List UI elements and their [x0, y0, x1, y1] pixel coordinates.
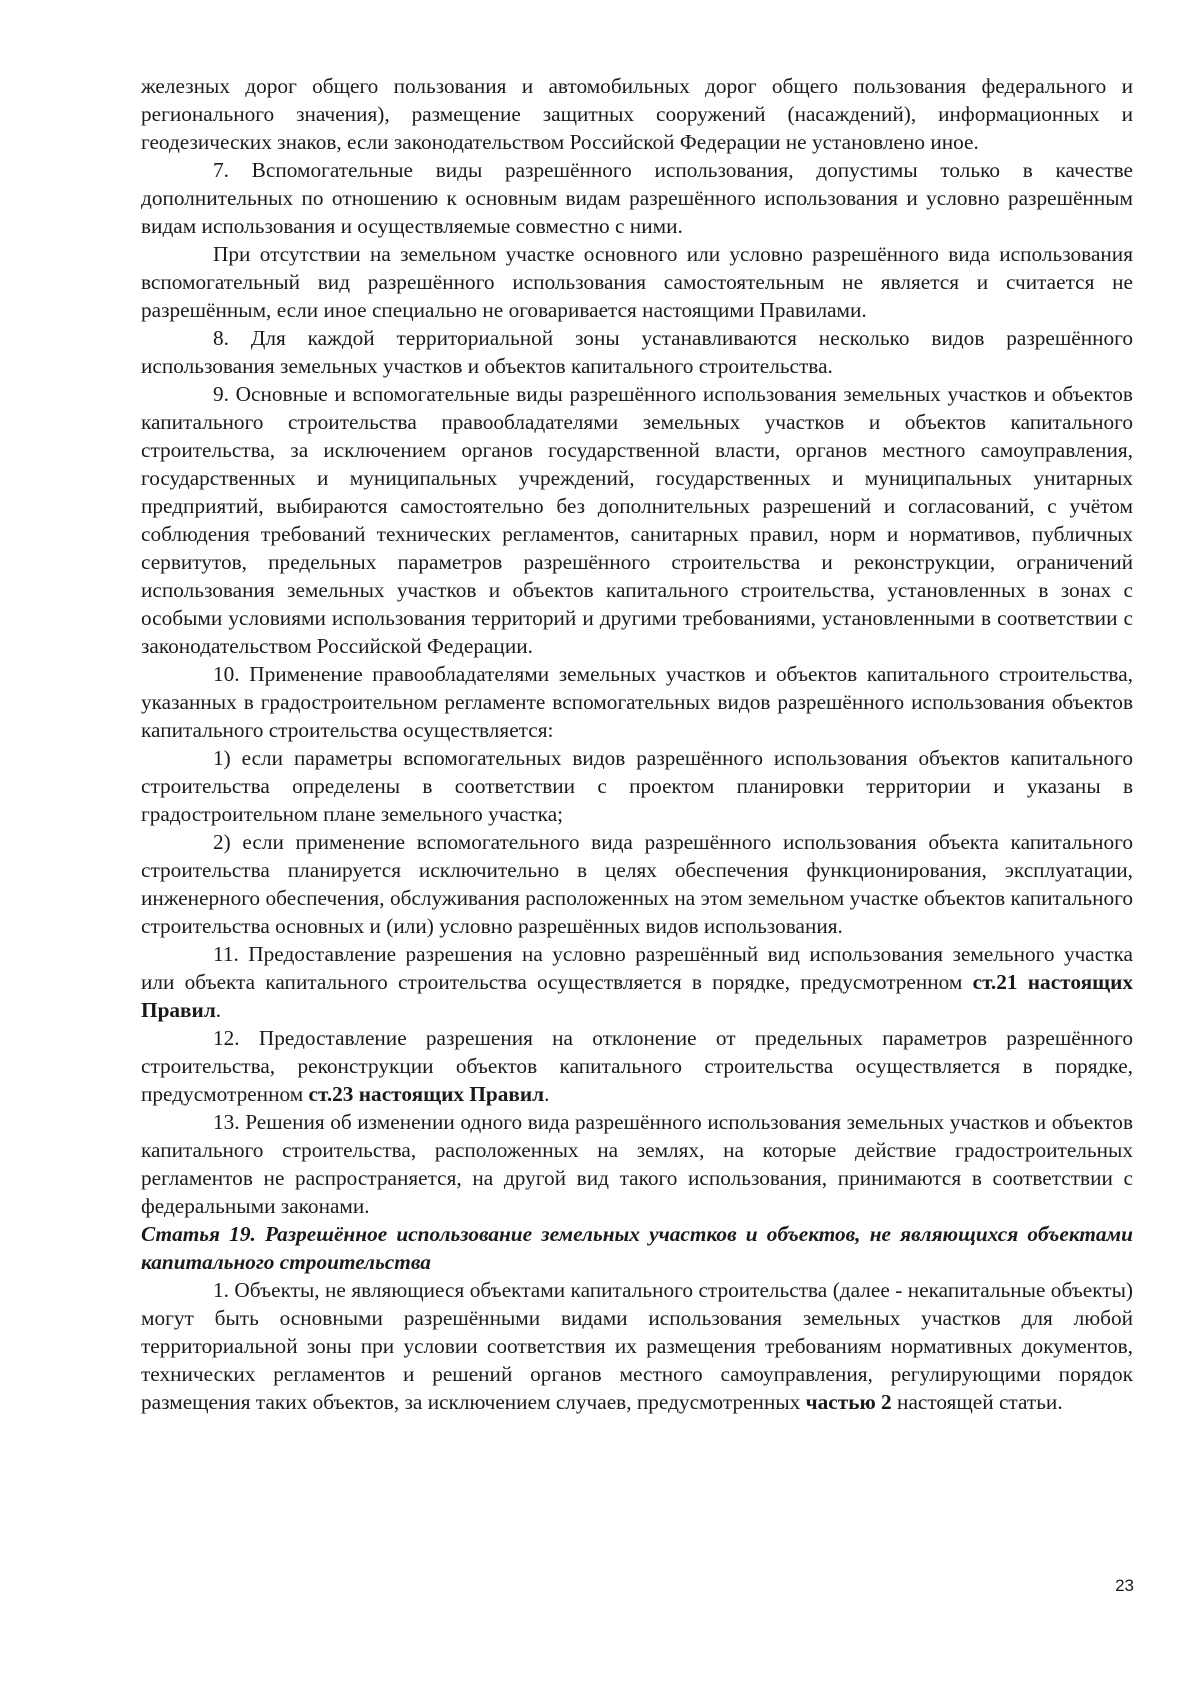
document-page	[141, 72, 1133, 1416]
article-19-heading: Статья 19. Разрешённое использование земельных участков и объектов, не являющихся объектами капитального строительства	[141, 1222, 1133, 1274]
paragraph-10-item-1: 1) если параметры вспомогательных видов разрешённого использования объектов капитального строительства определены в соответствии с проектом планировки территории и указаны в градостроительном плане земельного участка;	[141, 746, 1133, 826]
article-19-paragraph-1	[141, 1276, 1133, 1416]
paragraph-12-reference: ст.23 настоящих Правил	[308, 1082, 545, 1106]
paragraph-11-text: 11. Предоставление разрешения на условно разрешённый вид использования земельного участка или объекта капитального строительства осуществляется в порядке, предусмотренном	[141, 942, 1133, 994]
paragraph-12-end: .	[544, 1082, 550, 1106]
paragraph-8: 8. Для каждой территориальной зоны устанавливаются несколько видов разрешённого использования земельных участков и объектов капитального строительства.	[141, 326, 1133, 378]
paragraph-9: 9. Основные и вспомогательные виды разрешённого использования земельных участков и объектов капитального строительства правообладателями земельных участков и объектов капитального строительства, за исключением органов государственной власти, органов местного самоуправления, государственных и муниципальных учреждений, государственных и муниципальных унитарных предприятий, выбираются самостоятельно без дополнительных разрешений и согласований, с учётом соблюдения требований технических регламентов, санитарных правил, норм и нормативов, публичных сервитутов, предельных параметров разрешённого строительства и реконструкции, ограничений использования земельных участков и объектов капитального строительства, установленных в зонах с особыми условиями использования территорий и другими требованиями, установленными в соответствии с законодательством Российской Федерации.	[141, 382, 1133, 658]
paragraph-11	[141, 940, 1133, 1024]
paragraph-7: 7. Вспомогательные виды разрешённого использования, допустимы только в качестве дополнительных по отношению к основным видам разрешённого использования и условно разрешённым видам использования и осуществляемые совместно с ними.	[141, 158, 1133, 238]
paragraph-11-reference: ст.21 настоящих Правил	[141, 970, 1133, 1022]
paragraph-12	[141, 1024, 1133, 1108]
paragraph-continuation: железных дорог общего пользования и автомобильных дорог общего пользования федерального и регионального значения), размещение защитных сооружений (насаждений), информационных и геодезических знаков, если законодательством Российской Федерации не установлено иное.	[141, 74, 1133, 154]
article-19-paragraph-1-end: настоящей статьи.	[891, 1390, 1063, 1414]
paragraph-10-item-2: 2) если применение вспомогательного вида разрешённого использования объекта капитального строительства планируется исключительно в целях обеспечения функционирования, эксплуатации, инженерного обеспечения, обслуживания расположенных на этом земельном участке объектов капитального строительства основных и (или) условно разрешённых видов использования.	[141, 830, 1133, 938]
paragraph-13: 13. Решения об изменении одного вида разрешённого использования земельных участков и объектов капитального строительства, расположенных на землях, на которые действие градостроительных регламентов не распространяется, на другой вид такого использования, принимаются в соответствии с федеральными законами.	[141, 1110, 1133, 1218]
article-19-paragraph-1-reference: частью 2	[805, 1390, 892, 1414]
page-number: 23	[1115, 1576, 1134, 1595]
paragraph-7-note: При отсутствии на земельном участке основного или условно разрешённого вида использования вспомогательный вид разрешённого использования самостоятельным не является и считается не разрешённым, если иное специально не оговаривается настоящими Правилами.	[141, 242, 1133, 322]
paragraph-12-text: 12. Предоставление разрешения на отклонение от предельных параметров разрешённого строительства, реконструкции объектов капитального строительства осуществляется в порядке, предусмотренном	[141, 1026, 1133, 1106]
paragraph-11-end: .	[215, 998, 222, 1022]
article-19-paragraph-1-text: 1. Объекты, не являющиеся объектами капитального строительства (далее - некапитальные объекты) могут быть основными разрешёнными видами использования земельных участков для любой территориальной зоны при условии соответствия их размещения требованиям нормативных документов, технических регламентов и решений органов местного самоуправления, регулирующими порядок размещения таких объектов, за исключением случаев, предусмотренных	[141, 1278, 1133, 1414]
paragraph-10: 10. Применение правообладателями земельных участков и объектов капитального строительства, указанных в градостроительном регламенте вспомогательных видов разрешённого использования объектов капитального строительства осуществляется:	[141, 662, 1133, 742]
